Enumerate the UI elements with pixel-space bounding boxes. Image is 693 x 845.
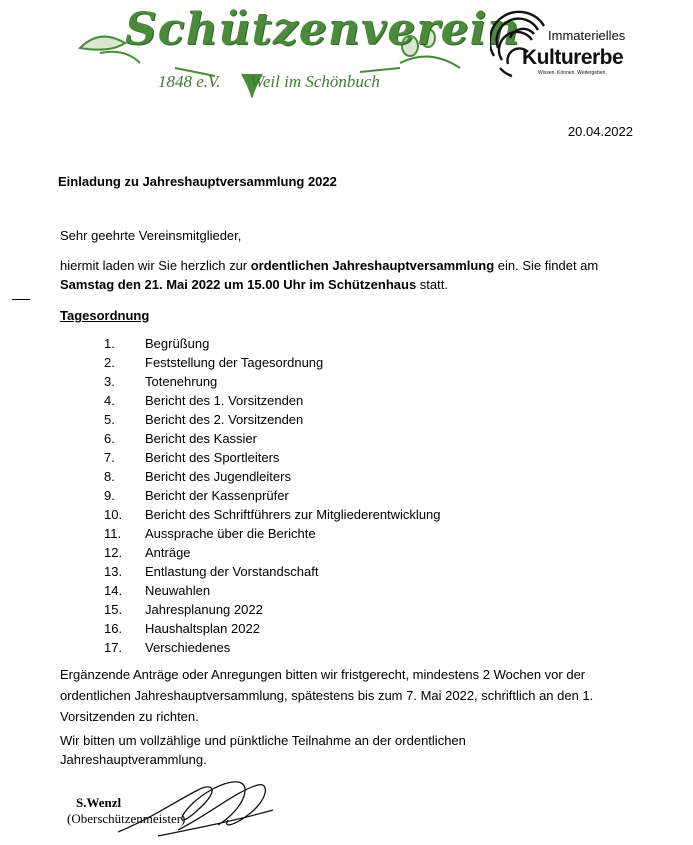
- agenda-item: [0, 638, 693, 657]
- fold-mark: [12, 299, 30, 300]
- intro-text-3: statt.: [416, 277, 448, 292]
- agenda-item-label: Entlastung der Vorstandschaft: [145, 564, 319, 579]
- agenda-item: [0, 600, 693, 619]
- agenda-item-label: Bericht des Schriftführers zur Mitgliederentwicklung: [145, 507, 441, 522]
- agenda-item-label: Haushaltsplan 2022: [145, 621, 260, 636]
- club-founded: 1848 e.V.: [158, 72, 221, 91]
- agenda-item-label: Totenehrung: [145, 374, 218, 389]
- handwritten-signature-icon: [118, 770, 278, 840]
- agenda-item: [0, 334, 693, 353]
- agenda-item-label: Verschiedenes: [145, 640, 231, 655]
- agenda-item-number: 6.: [104, 431, 115, 446]
- intro-paragraph: [60, 256, 640, 294]
- agenda-item-number: 7.: [104, 450, 115, 465]
- agenda-item: [0, 429, 693, 448]
- agenda-item-number: 13.: [104, 564, 123, 579]
- agenda-item-label: Bericht der Kassenprüfer: [145, 488, 289, 503]
- closing-paragraph-1: Ergänzende Anträge oder Anregungen bitten wir fristgerecht, mindestens 2 Wochen vor der ordentlichen Jahreshauptversammlung, spätestens bis zum 7. Mai 2022, schriftlich an den 1. Vorsitzenden zu richten.: [60, 667, 594, 724]
- heritage-line1: Immaterielles: [548, 28, 626, 43]
- letter-date: 20.04.2022: [567, 124, 633, 139]
- agenda-item: [0, 353, 693, 372]
- agenda-item: [0, 391, 693, 410]
- agenda-item-number: 10.: [104, 507, 123, 522]
- agenda-item-label: Begrüßung: [145, 336, 210, 351]
- agenda-item-label: Feststellung der Tagesordnung: [145, 355, 324, 370]
- agenda-item-label: Bericht des Jugendleiters: [145, 469, 291, 484]
- letter-heading: Einladung zu Jahreshauptversammlung 2022: [58, 174, 337, 189]
- intro-bold-2: Samstag den 21. Mai 2022 um 15.00 Uhr im Schützenhaus: [60, 277, 417, 292]
- agenda-item-number: 2.: [104, 355, 115, 370]
- agenda-item: [0, 448, 693, 467]
- agenda-item: [0, 619, 693, 638]
- closing-paragraph-2: Wir bitten um vollzählige und pünktliche Teilnahme an der ordentlichen Jahreshauptverammlung.: [60, 733, 466, 767]
- agenda-item: [0, 486, 693, 505]
- club-town: Weil im Schönbuch: [250, 72, 380, 91]
- agenda-item-number: 3.: [104, 374, 115, 389]
- agenda-item: [0, 562, 693, 581]
- agenda-item-label: Bericht des Kassier: [145, 431, 257, 446]
- signature-role: (Oberschützenmeister): [67, 811, 186, 826]
- letterhead: [0, 0, 693, 100]
- club-subtitle: [158, 72, 380, 92]
- agenda-item-number: 4.: [104, 393, 115, 408]
- salutation: Sehr geehrte Vereinsmitglieder,: [60, 228, 242, 243]
- agenda-item-label: Anträge: [145, 545, 191, 560]
- heritage-line2: Kulturerbe: [522, 46, 624, 69]
- agenda-item-number: 14.: [104, 583, 123, 598]
- agenda-item-number: 15.: [104, 602, 123, 617]
- agenda-item: [0, 410, 693, 429]
- agenda-item-number: 9.: [104, 488, 115, 503]
- agenda-item-label: Bericht des 2. Vorsitzenden: [145, 412, 304, 427]
- agenda-item-number: 8.: [104, 469, 115, 484]
- agenda-item-number: 17.: [104, 640, 123, 655]
- intro-text-2: ein. Sie findet am: [494, 258, 599, 273]
- agenda-item: [0, 581, 693, 600]
- agenda-item-number: 1.: [104, 336, 115, 351]
- agenda-item-number: 12.: [104, 545, 123, 560]
- agenda-item: [0, 372, 693, 391]
- agenda-item-number: 11.: [104, 526, 122, 541]
- agenda-item-label: Jahresplanung 2022: [145, 602, 263, 617]
- agenda-item-label: Neuwahlen: [145, 583, 211, 598]
- intro-bold-1: ordentlichen Jahreshauptversammlung: [250, 258, 495, 273]
- heritage-tagline: Wissen. Können. Weitergeben.: [538, 70, 607, 76]
- agenda-item-number: 5.: [104, 412, 115, 427]
- agenda-item-label: Bericht des 1. Vorsitzenden: [145, 393, 304, 408]
- agenda-item-label: Bericht des Sportleiters: [145, 450, 280, 465]
- signature-name: S.Wenzl: [76, 795, 122, 810]
- agenda-title: Tagesordnung: [60, 308, 150, 323]
- agenda-item: [0, 524, 693, 543]
- intro-text-1: hiermit laden wir Sie herzlich zur: [60, 258, 251, 273]
- agenda-item: [0, 467, 693, 486]
- agenda-item-number: 16.: [104, 621, 123, 636]
- agenda-item-label: Aussprache über die Berichte: [145, 526, 316, 541]
- agenda-item: [0, 543, 693, 562]
- club-name: Schützenverein: [125, 4, 521, 55]
- agenda-item: [0, 505, 693, 524]
